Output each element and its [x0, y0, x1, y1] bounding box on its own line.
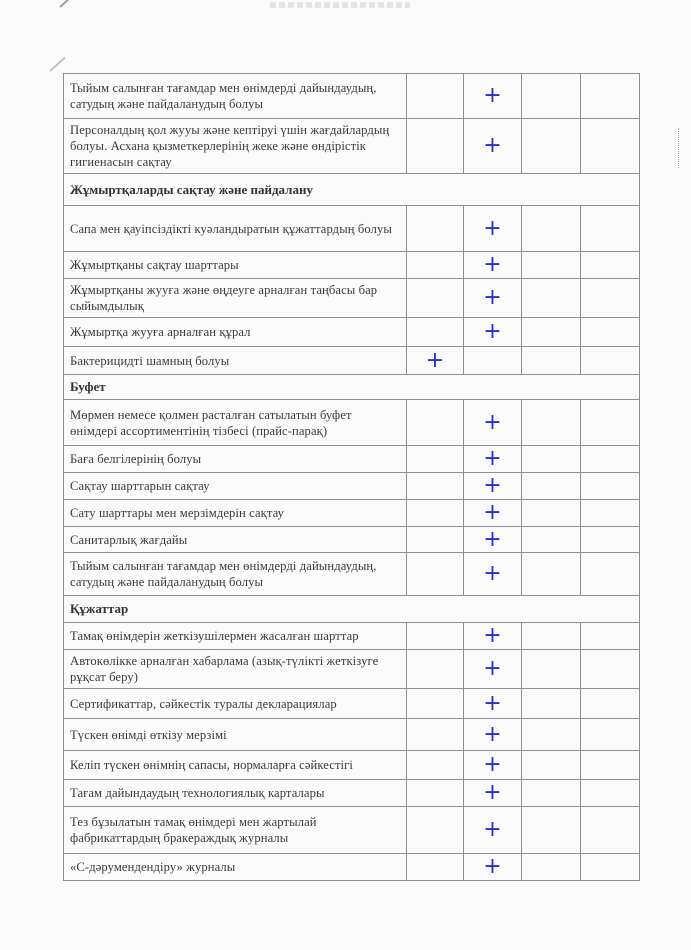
check-cell: [522, 689, 581, 719]
check-cell: [407, 751, 464, 780]
check-cell: [581, 500, 640, 527]
handwritten-plus-mark: +: [483, 721, 502, 747]
criterion-label: Автокөлікке арналған хабарлама (азық-түлікті жеткізуге рұқсат беру): [64, 650, 407, 689]
check-cell: [581, 347, 640, 375]
check-cell: [407, 500, 464, 527]
check-cell: [581, 751, 640, 780]
check-cell: [407, 527, 464, 553]
criterion-label: Тыйым салынған тағамдар мен өнімдерді дайындаудың, сатудың және пайдаланудың болуы: [64, 74, 407, 119]
criterion-label: Тағам дайындаудың технологиялық карталары: [64, 780, 407, 807]
check-cell: [581, 318, 640, 347]
check-cell: [581, 719, 640, 751]
check-cell: [522, 347, 581, 375]
check-cell: [522, 623, 581, 650]
check-cell: [522, 74, 581, 119]
check-cell: [581, 689, 640, 719]
handwritten-plus-mark: +: [483, 690, 502, 716]
check-cell: [522, 553, 581, 596]
check-cell: [464, 206, 522, 252]
criterion-label: Түскен өнімді өткізу мерзімі: [64, 719, 407, 751]
check-cell: [581, 807, 640, 854]
section-row: [64, 174, 640, 206]
check-cell: [581, 623, 640, 650]
criterion-label: Тыйым салынған тағамдар мен өнімдерді дайындаудың, сатудың және пайдаланудың болуы: [64, 553, 407, 596]
check-cell: [464, 252, 522, 279]
check-cell: [581, 400, 640, 446]
checklist-row: [64, 780, 640, 807]
check-cell: [581, 650, 640, 689]
check-cell: [464, 623, 522, 650]
checklist-row: [64, 446, 640, 473]
check-cell: [407, 279, 464, 318]
criterion-label: Сақтау шарттарын сақтау: [64, 473, 407, 500]
check-cell: [407, 650, 464, 689]
criterion-label: Тез бұзылатын тамақ өнімдері мен жартылай фабрикаттардың бракераждық журналы: [64, 807, 407, 854]
criterion-label: Бактерицидті шамның болуы: [64, 347, 407, 375]
check-cell: [581, 553, 640, 596]
check-cell: [464, 689, 522, 719]
handwritten-plus-mark: +: [483, 83, 502, 108]
checklist-row: [64, 279, 640, 318]
criterion-label: Жұмыртқа жууға арналған құрал: [64, 318, 407, 347]
check-cell: [522, 318, 581, 347]
handwritten-plus-mark: +: [483, 446, 502, 471]
check-cell: [522, 719, 581, 751]
check-cell: [407, 206, 464, 252]
checklist-row: [64, 347, 640, 375]
scan-pen-stroke: [49, 57, 65, 72]
check-cell: [464, 279, 522, 318]
criterion-label: Келіп түскен өнімнің сапасы, нормаларға сәйкестігі: [64, 751, 407, 780]
check-cell: [407, 623, 464, 650]
faint-scan-header: [270, 2, 410, 8]
check-cell: [522, 400, 581, 446]
check-cell: [407, 807, 464, 854]
checklist-row: [64, 719, 640, 751]
check-cell: [464, 473, 522, 500]
check-cell: [407, 347, 464, 375]
check-cell: [581, 780, 640, 807]
check-cell: [407, 719, 464, 751]
check-cell: [464, 650, 522, 689]
section-row: [64, 375, 640, 400]
checklist-body: [64, 74, 640, 881]
handwritten-plus-mark: +: [483, 752, 502, 777]
check-cell: [464, 318, 522, 347]
section-heading: Жұмыртқаларды сақтау және пайдалану: [64, 174, 640, 206]
handwritten-plus-mark: +: [483, 500, 502, 525]
check-cell: [581, 206, 640, 252]
handwritten-plus-mark: +: [483, 473, 502, 498]
check-cell: [522, 206, 581, 252]
check-cell: [407, 854, 464, 881]
check-cell: [522, 807, 581, 854]
handwritten-plus-mark: +: [483, 133, 502, 158]
check-cell: [407, 473, 464, 500]
check-cell: [522, 119, 581, 174]
check-cell: [407, 689, 464, 719]
margin-ink-mark: [678, 128, 689, 168]
handwritten-plus-mark: +: [483, 854, 502, 879]
criterion-label: Сертификаттар, сәйкестік туралы декларациялар: [64, 689, 407, 719]
check-cell: [522, 279, 581, 318]
check-cell: [407, 553, 464, 596]
criterion-label: Сату шарттары мен мерзімдерін сақтау: [64, 500, 407, 527]
handwritten-plus-mark: +: [483, 285, 502, 310]
check-cell: [581, 854, 640, 881]
check-cell: [522, 854, 581, 881]
section-row: [64, 596, 640, 623]
criterion-label: «С-дәрумендендіру» журналы: [64, 854, 407, 881]
check-cell: [522, 473, 581, 500]
check-cell: [464, 347, 522, 375]
check-cell: [407, 119, 464, 174]
criterion-label: Жұмыртқаны сақтау шарттары: [64, 252, 407, 279]
handwritten-plus-mark: +: [425, 347, 445, 373]
checklist-row: [64, 74, 640, 119]
handwritten-plus-mark: +: [483, 656, 502, 681]
check-cell: [464, 446, 522, 473]
criterion-label: Персоналдың қол жууы және кептіруі үшін жағдайлардың болуы. Асхана қызметкерлерінің жеке және өндірістік гигиенасын сақтау: [64, 119, 407, 174]
criterion-label: Сапа мен қауіпсіздікті куәландыратын құжаттардың болуы: [64, 206, 407, 252]
checklist-row: [64, 500, 640, 527]
checklist-row: [64, 318, 640, 347]
check-cell: [407, 318, 464, 347]
handwritten-plus-mark: +: [483, 215, 502, 241]
handwritten-plus-mark: +: [483, 409, 502, 435]
check-cell: [581, 74, 640, 119]
check-cell: [522, 780, 581, 807]
check-cell: [464, 854, 522, 881]
check-cell: [464, 751, 522, 780]
handwritten-plus-mark: +: [483, 252, 502, 277]
check-cell: [522, 751, 581, 780]
checklist-table: [63, 73, 640, 881]
check-cell: [522, 650, 581, 689]
checklist-row: [64, 527, 640, 553]
handwritten-plus-mark: +: [483, 526, 502, 552]
handwritten-plus-mark: +: [483, 319, 502, 344]
check-cell: [581, 119, 640, 174]
check-cell: [407, 252, 464, 279]
section-heading: Құжаттар: [64, 596, 640, 623]
check-cell: [407, 780, 464, 807]
check-cell: [581, 279, 640, 318]
check-cell: [581, 527, 640, 553]
checklist-row: [64, 854, 640, 881]
checklist-row: [64, 400, 640, 446]
check-cell: [407, 74, 464, 119]
check-cell: [522, 500, 581, 527]
checklist-row: [64, 206, 640, 252]
criterion-label: Санитарлық жағдайы: [64, 527, 407, 553]
scan-pen-stroke: [59, 0, 106, 8]
check-cell: [522, 446, 581, 473]
check-cell: [464, 527, 522, 553]
section-heading: Буфет: [64, 375, 640, 400]
check-cell: [464, 780, 522, 807]
check-cell: [581, 252, 640, 279]
check-cell: [407, 400, 464, 446]
handwritten-plus-mark: +: [483, 561, 502, 586]
criterion-label: Жұмыртқаны жууға және өңдеуге арналған таңбасы бар сыйымдылық: [64, 279, 407, 318]
checklist-row: [64, 252, 640, 279]
check-cell: [522, 527, 581, 553]
checklist-row: [64, 689, 640, 719]
checklist-row: [64, 751, 640, 780]
checklist-row: [64, 650, 640, 689]
check-cell: [407, 446, 464, 473]
handwritten-plus-mark: +: [483, 817, 502, 842]
criterion-label: Тамақ өнімдерін жеткізушілермен жасалған шарттар: [64, 623, 407, 650]
criterion-label: Баға белгілерінің болуы: [64, 446, 407, 473]
check-cell: [522, 252, 581, 279]
check-cell: [464, 74, 522, 119]
check-cell: [464, 119, 522, 174]
check-cell: [581, 473, 640, 500]
check-cell: [464, 553, 522, 596]
check-cell: [464, 807, 522, 854]
criterion-label: Мөрмен немесе қолмен расталған сатылатын буфет өнімдері ассортиментінің тізбесі (прайс-парақ): [64, 400, 407, 446]
checklist-row: [64, 473, 640, 500]
checklist-row: [64, 119, 640, 174]
check-cell: [464, 719, 522, 751]
checklist-row: [64, 553, 640, 596]
check-cell: [464, 500, 522, 527]
check-cell: [581, 446, 640, 473]
checklist-row: [64, 807, 640, 854]
checklist-row: [64, 623, 640, 650]
handwritten-plus-mark: +: [483, 780, 502, 805]
handwritten-plus-mark: +: [483, 623, 502, 648]
check-cell: [464, 400, 522, 446]
